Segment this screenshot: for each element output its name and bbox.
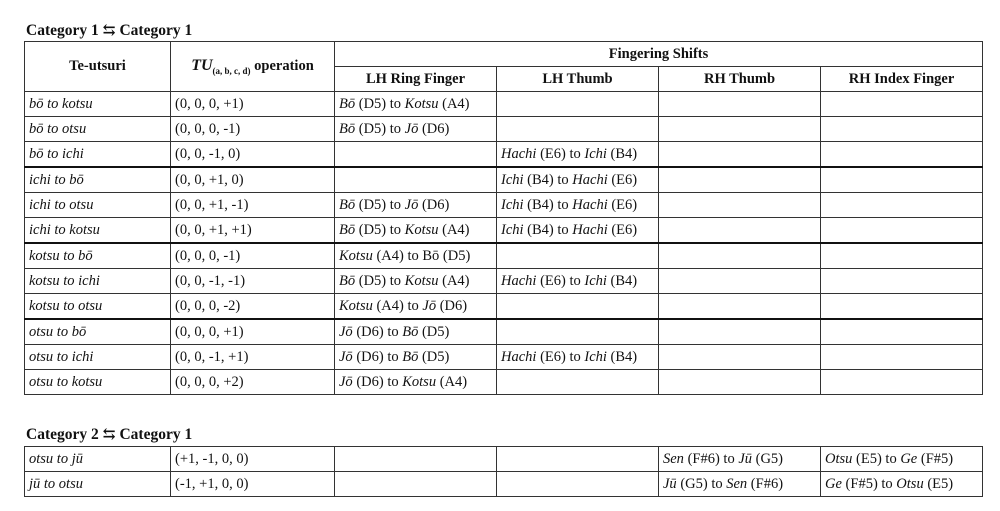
shift-text-segment: (D6) xyxy=(418,196,450,213)
shift-text-segment: Bō xyxy=(339,120,356,137)
lh-ring-finger-cell xyxy=(335,117,497,142)
tu-operation-cell: (0, 0, -1, -1) xyxy=(171,269,335,294)
lh-ring-finger-cell xyxy=(335,167,497,193)
category1-table-body xyxy=(25,92,983,395)
shift-text-segment: (F#5) to xyxy=(841,475,897,492)
te-utsuri-cell: kotsu to otsu xyxy=(25,294,171,320)
table1-caption: Category 1 ⇆ Category 1 xyxy=(26,22,193,39)
shift-text-segment: Ichi xyxy=(584,348,607,365)
rh-thumb-cell xyxy=(659,193,821,218)
lh-thumb-cell xyxy=(497,117,659,142)
te-utsuri-cell: jū to otsu xyxy=(25,472,171,497)
tu-operation-cell: (0, 0, 0, +1) xyxy=(171,92,335,117)
shift-text-segment: (F#6) to xyxy=(683,450,739,467)
lh-ring-finger-cell xyxy=(335,269,497,294)
shift-text-segment: (A4) to Bō (D5) xyxy=(372,247,471,264)
shift-text-segment: (E6) to xyxy=(536,348,585,365)
lh-thumb-cell xyxy=(497,193,659,218)
rh-index-finger-cell xyxy=(821,370,983,395)
table-row xyxy=(25,345,983,370)
header-te-utsuri: Te-utsuri xyxy=(25,42,171,92)
tu-operation-cell: (0, 0, -1, 0) xyxy=(171,142,335,168)
rh-thumb-cell xyxy=(659,319,821,345)
rh-index-finger-cell xyxy=(821,167,983,193)
rh-index-finger-cell xyxy=(821,142,983,168)
header-rh-thumb: RH Thumb xyxy=(659,67,821,92)
shift-text-segment: Bō xyxy=(402,323,419,340)
lh-thumb-cell xyxy=(497,167,659,193)
shift-text-segment: Kotsu xyxy=(404,272,439,289)
shift-text-segment: (B4) xyxy=(606,145,638,162)
header-lh-thumb: LH Thumb xyxy=(497,67,659,92)
rh-index-finger-cell xyxy=(821,319,983,345)
lh-thumb-cell xyxy=(497,294,659,320)
category2-table xyxy=(24,446,983,497)
header-fingering-shifts: Fingering Shifts xyxy=(335,42,983,67)
rh-index-finger-cell xyxy=(821,472,983,497)
shift-text-segment: Ichi xyxy=(501,171,524,188)
shift-text-segment: (E5) xyxy=(923,475,954,492)
shift-text-segment: (F#5) xyxy=(917,450,954,467)
shift-text-segment: Bō xyxy=(339,196,356,213)
tu-operation-cell: (0, 0, +1, -1) xyxy=(171,193,335,218)
shift-text-segment: (D5) to xyxy=(355,95,405,112)
rh-index-finger-cell xyxy=(821,117,983,142)
table-row xyxy=(25,117,983,142)
shift-text-segment: (A4) xyxy=(438,221,470,238)
shift-text-segment: Jō xyxy=(404,120,419,137)
shift-text-segment: Hachi xyxy=(572,221,608,238)
lh-ring-finger-cell xyxy=(335,319,497,345)
table-row xyxy=(25,447,983,472)
lh-ring-finger-cell xyxy=(335,294,497,320)
tu-operation-cell: (0, 0, +1, 0) xyxy=(171,167,335,193)
rh-index-finger-cell xyxy=(821,92,983,117)
te-utsuri-cell: kotsu to ichi xyxy=(25,269,171,294)
shift-text-segment: (G5) to xyxy=(676,475,727,492)
shift-text-segment: Hachi xyxy=(572,171,608,188)
shift-text-segment: (D5) to xyxy=(355,120,405,137)
shift-text-segment: Bō xyxy=(339,221,356,238)
shift-text-segment: (E5) to xyxy=(852,450,901,467)
te-utsuri-cell: kotsu to bō xyxy=(25,243,171,269)
rh-thumb-cell xyxy=(659,269,821,294)
rh-thumb-cell xyxy=(659,142,821,168)
lh-ring-finger-cell xyxy=(335,447,497,472)
shift-text-segment: (A4) xyxy=(438,272,470,289)
te-utsuri-cell: otsu to ichi xyxy=(25,345,171,370)
shift-text-segment: Otsu xyxy=(825,450,853,467)
lh-ring-finger-cell xyxy=(335,472,497,497)
te-utsuri-cell: bō to kotsu xyxy=(25,92,171,117)
rh-index-finger-cell xyxy=(821,294,983,320)
shift-text-segment: Ichi xyxy=(584,145,607,162)
rh-index-finger-cell xyxy=(821,345,983,370)
table-row xyxy=(25,193,983,218)
rh-thumb-cell xyxy=(659,472,821,497)
te-utsuri-cell: bō to otsu xyxy=(25,117,171,142)
lh-ring-finger-cell xyxy=(335,92,497,117)
table-row xyxy=(25,269,983,294)
shift-text-segment: (D5) xyxy=(418,348,450,365)
tu-operation-cell: (0, 0, 0, +2) xyxy=(171,370,335,395)
lh-ring-finger-cell xyxy=(335,243,497,269)
header-tu-symbol: TU xyxy=(191,57,213,75)
shift-text-segment: (D6) xyxy=(418,120,450,137)
shift-text-segment: Kotsu xyxy=(402,373,437,390)
lh-thumb-cell xyxy=(497,269,659,294)
lh-ring-finger-cell xyxy=(335,142,497,168)
shift-text-segment: (D5) to xyxy=(355,221,405,238)
shift-text-segment: (A4) xyxy=(436,373,468,390)
shift-text-segment: Jō xyxy=(404,196,419,213)
te-utsuri-cell: otsu to kotsu xyxy=(25,370,171,395)
shift-text-segment: Bō xyxy=(339,272,356,289)
lh-thumb-cell xyxy=(497,345,659,370)
lh-thumb-cell xyxy=(497,92,659,117)
table-row xyxy=(25,294,983,320)
rh-thumb-cell xyxy=(659,117,821,142)
shift-text-segment: Hachi xyxy=(501,272,537,289)
lh-thumb-cell xyxy=(497,472,659,497)
rh-thumb-cell xyxy=(659,218,821,244)
tu-operation-cell: (0, 0, 0, -1) xyxy=(171,117,335,142)
shift-text-segment: Bō xyxy=(402,348,419,365)
tu-operation-cell: (0, 0, 0, -2) xyxy=(171,294,335,320)
table-row xyxy=(25,142,983,168)
shift-text-segment: (B4) xyxy=(606,348,638,365)
shift-text-segment: Jō xyxy=(339,348,353,365)
shift-text-segment: Hachi xyxy=(501,145,537,162)
lh-thumb-cell xyxy=(497,142,659,168)
lh-ring-finger-cell xyxy=(335,193,497,218)
table-row xyxy=(25,167,983,193)
rh-thumb-cell xyxy=(659,243,821,269)
table2-caption: Category 2 ⇆ Category 1 xyxy=(26,426,193,443)
category2-table-body xyxy=(25,447,983,497)
table-row xyxy=(25,92,983,117)
shift-text-segment: Kotsu xyxy=(404,221,439,238)
tu-operation-cell: (0, 0, 0, -1) xyxy=(171,243,335,269)
shift-text-segment: Sen xyxy=(726,475,748,492)
lh-ring-finger-cell xyxy=(335,345,497,370)
tu-operation-cell: (-1, +1, 0, 0) xyxy=(171,472,335,497)
shift-text-segment: (A4) to xyxy=(372,297,423,314)
shift-text-segment: (D5) to xyxy=(355,196,405,213)
header-tu-operation xyxy=(171,42,335,92)
table-row xyxy=(25,218,983,244)
rh-thumb-cell xyxy=(659,447,821,472)
lh-thumb-cell xyxy=(497,243,659,269)
shift-text-segment: (F#6) xyxy=(747,475,784,492)
te-utsuri-cell: ichi to otsu xyxy=(25,193,171,218)
shift-text-segment: Jō xyxy=(422,297,437,314)
tu-operation-cell: (0, 0, +1, +1) xyxy=(171,218,335,244)
lh-ring-finger-cell xyxy=(335,218,497,244)
header-lh-ring-finger: LH Ring Finger xyxy=(335,67,497,92)
rh-thumb-cell xyxy=(659,370,821,395)
shift-text-segment: (G5) xyxy=(752,450,784,467)
te-utsuri-cell: ichi to kotsu xyxy=(25,218,171,244)
shift-text-segment: Otsu xyxy=(896,475,924,492)
category1-table xyxy=(24,41,983,395)
shift-text-segment: (E6) xyxy=(607,171,638,188)
shift-text-segment: (E6) to xyxy=(536,272,585,289)
tu-operation-cell: (+1, -1, 0, 0) xyxy=(171,447,335,472)
te-utsuri-cell: otsu to bō xyxy=(25,319,171,345)
te-utsuri-cell: bō to ichi xyxy=(25,142,171,168)
header-tu-subscript: (a, b, c, d) xyxy=(212,65,251,76)
shift-text-segment: Jū xyxy=(738,450,752,467)
shift-text-segment: Kotsu xyxy=(339,247,373,264)
rh-index-finger-cell xyxy=(821,193,983,218)
lh-ring-finger-cell xyxy=(335,370,497,395)
header-tu-operation-label: operation xyxy=(250,58,314,75)
shift-text-segment: (D6) to xyxy=(352,323,403,340)
header-rh-index-finger: RH Index Finger xyxy=(821,67,983,92)
shift-text-segment: (E6) xyxy=(607,221,638,238)
shift-text-segment: (D5) to xyxy=(355,272,405,289)
shift-text-segment: (D6) to xyxy=(352,348,403,365)
tu-operation-cell: (0, 0, -1, +1) xyxy=(171,345,335,370)
shift-text-segment: (B4) to xyxy=(523,196,573,213)
lh-thumb-cell xyxy=(497,447,659,472)
shift-text-segment: Hachi xyxy=(501,348,537,365)
shift-text-segment: (D6) to xyxy=(352,373,403,390)
shift-text-segment: (B4) to xyxy=(523,221,573,238)
shift-text-segment: Ichi xyxy=(501,221,524,238)
lh-thumb-cell xyxy=(497,319,659,345)
shift-text-segment: Sen xyxy=(663,450,684,467)
te-utsuri-cell: otsu to jū xyxy=(25,447,171,472)
table-row xyxy=(25,472,983,497)
shift-text-segment: Jō xyxy=(339,373,353,390)
rh-index-finger-cell xyxy=(821,243,983,269)
shift-text-segment: (E6) xyxy=(607,196,638,213)
lh-thumb-cell xyxy=(497,370,659,395)
table-row xyxy=(25,370,983,395)
shift-text-segment: Ge xyxy=(900,450,918,467)
shift-text-segment: (A4) xyxy=(438,95,470,112)
shift-text-segment: (E6) to xyxy=(536,145,585,162)
rh-index-finger-cell xyxy=(821,269,983,294)
shift-text-segment: Hachi xyxy=(572,196,608,213)
lh-thumb-cell xyxy=(497,218,659,244)
shift-text-segment: Ichi xyxy=(584,272,607,289)
rh-thumb-cell xyxy=(659,294,821,320)
rh-thumb-cell xyxy=(659,92,821,117)
shift-text-segment: Jū xyxy=(663,475,677,492)
rh-index-finger-cell xyxy=(821,447,983,472)
shift-text-segment: Kotsu xyxy=(339,297,373,314)
table-row xyxy=(25,243,983,269)
rh-index-finger-cell xyxy=(821,218,983,244)
rh-thumb-cell xyxy=(659,167,821,193)
shift-text-segment: Jō xyxy=(339,323,353,340)
tu-operation-cell: (0, 0, 0, +1) xyxy=(171,319,335,345)
te-utsuri-cell: ichi to bō xyxy=(25,167,171,193)
shift-text-segment: (D6) xyxy=(436,297,468,314)
shift-text-segment: (B4) xyxy=(606,272,638,289)
shift-text-segment: Bō xyxy=(339,95,356,112)
rh-thumb-cell xyxy=(659,345,821,370)
shift-text-segment: (B4) to xyxy=(523,171,573,188)
shift-text-segment: Ichi xyxy=(501,196,524,213)
shift-text-segment: Kotsu xyxy=(404,95,439,112)
shift-text-segment: (D5) xyxy=(418,323,450,340)
shift-text-segment: Ge xyxy=(825,475,842,492)
table-row xyxy=(25,319,983,345)
